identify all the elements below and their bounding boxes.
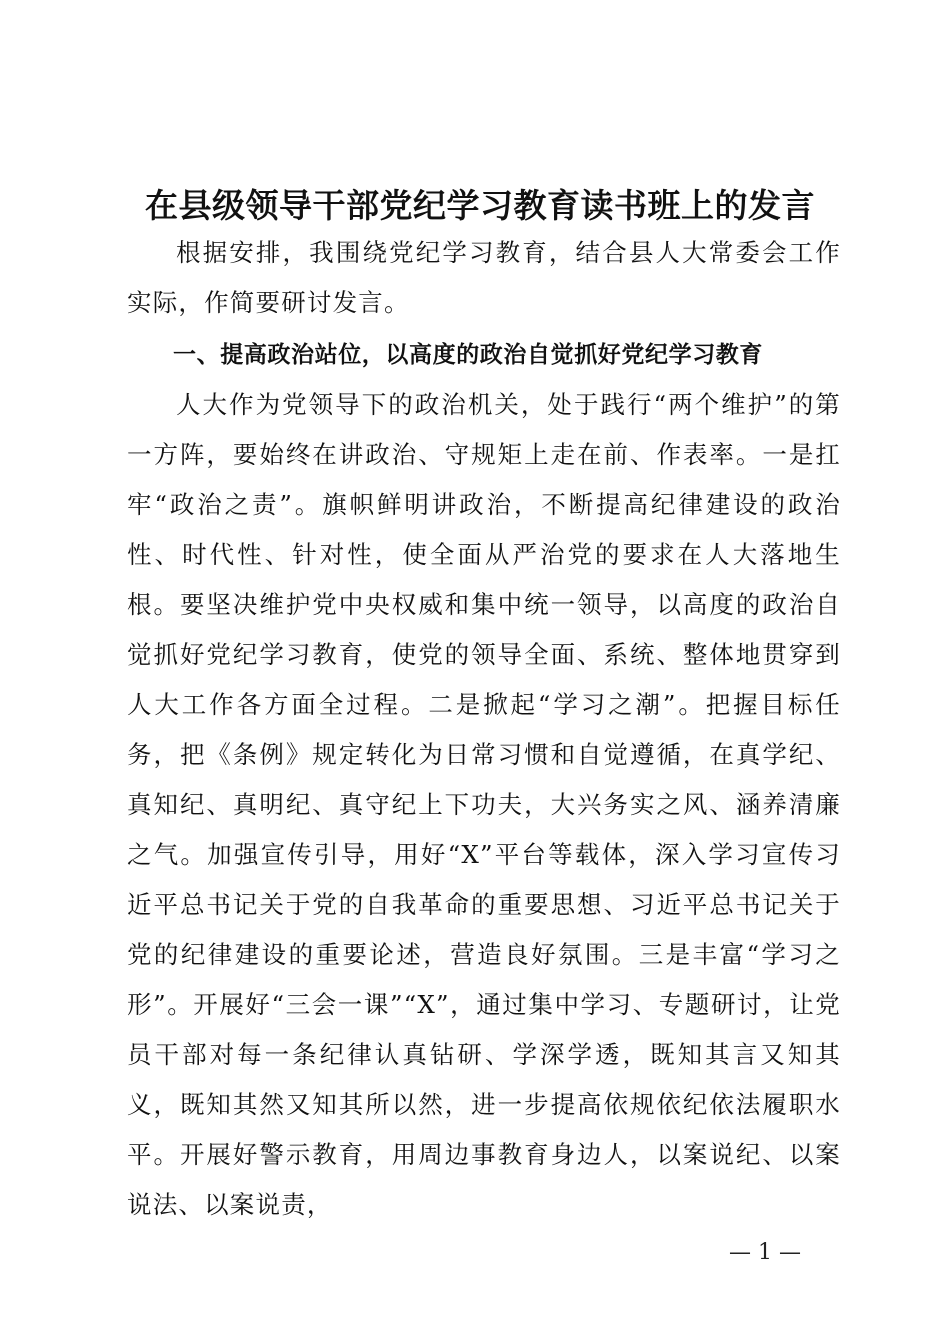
document-title: 在县级领导干部党纪学习教育读书班上的发言 (145, 186, 815, 225)
section-heading (127, 330, 841, 380)
section1-paragraph (127, 380, 841, 1230)
section1-heading-text: 一、提高政治站位，以高度的政治自觉抓好党纪学习教育 (173, 342, 763, 368)
page-number: — 1 — (729, 1240, 801, 1265)
intro-paragraph (127, 228, 841, 328)
section1-body-text: 人大作为党领导下的政治机关，处于践行“两个维护”的第一方阵，要始终在讲政治、守规矩上走在前、作表率。一是扛牢“政治之责”。旗帜鲜明讲政治，不断提高纪律建设的政治性、时代性、针对性，使全面从严治党的要求在人大落地生根。要坚决维护党中央权威和集中统一领导，以高度的政治自觉抓好党纪学习教育，使党的领导全面、系统、整体地贯穿到人大工作各方面全过程。二是掀起“学习之潮”。把握目标任务，把《条例》规定转化为日常习惯和自觉遵循，在真学纪、真知纪、真明纪、真守纪上下功夫，大兴务实之风、涵养清廉之气。加强宣传引导，用好“X”平台等载体，深入学习宣传习近平总书记关于党的自我革命的重要思想、习近平总书记关于党的纪律建设的重要论述，营造良好氛围。三是丰富“学习之形”。开展好“三会一课”“X”，通过集中学习、专题研讨，让党员干部对每一条纪律认真钻研、学深学透，既知其言又知其义，既知其然又知其所以然，进一步提高依规依纪依法履职水平。开展好警示教育，用周边事教育身边人，以案说纪、以案说法、以案说责， (127, 390, 841, 1219)
intro-text: 根据安排，我围绕党纪学习教育，结合县人大常委会工作实际，作简要研讨发言。 (127, 238, 841, 317)
